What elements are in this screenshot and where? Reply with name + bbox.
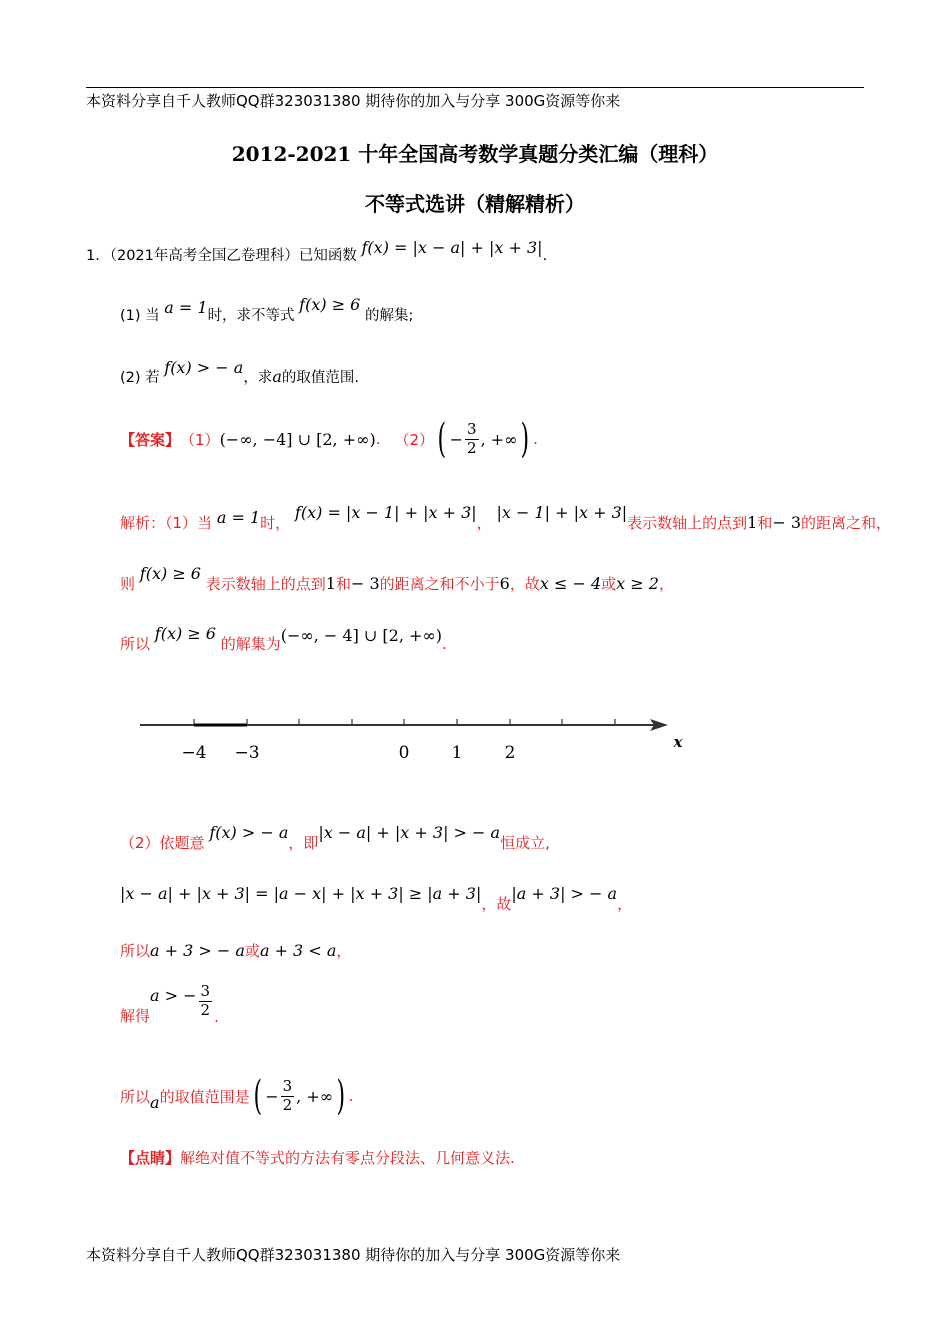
answer-line bbox=[120, 414, 538, 464]
interval-tail: , +∞ bbox=[480, 429, 518, 449]
sol8-mid: 的取值范围是 bbox=[159, 1087, 250, 1106]
minus-sign: − bbox=[449, 429, 464, 449]
problem-statement bbox=[86, 238, 548, 265]
part2-text: ，求 bbox=[243, 370, 273, 386]
part1-inequality: f(x) ≥ 6 bbox=[299, 295, 361, 314]
part2-suffix: 的取值范围. bbox=[281, 370, 359, 386]
sol2-condition-1: x ≤ − 4 bbox=[539, 574, 602, 593]
sol4-expression: f(x) > − a bbox=[209, 823, 289, 842]
sol8-end: . bbox=[348, 1087, 354, 1105]
sol1-and: 和 bbox=[757, 514, 773, 532]
sol7-fraction bbox=[199, 983, 213, 1019]
sol5-end: ， bbox=[617, 895, 633, 913]
period: . bbox=[542, 248, 548, 264]
comment-label: 【点睛】 bbox=[120, 1149, 181, 1167]
solution-line-1 bbox=[120, 503, 892, 533]
sol7-prefix: 解得 bbox=[120, 1007, 151, 1025]
answer-part1-value: (−∞, −4] ∪ [2, +∞) bbox=[219, 429, 376, 449]
sol5-mid: ，故 bbox=[481, 895, 512, 913]
tick-label-neg4: −4 bbox=[181, 743, 207, 763]
fraction bbox=[465, 421, 479, 457]
sol1-point-2: − 3 bbox=[772, 513, 802, 532]
sol1-point-1: 1 bbox=[747, 513, 758, 532]
answer-part1-label: （1） bbox=[180, 430, 220, 449]
function-definition: f(x) = |x − a| + |x + 3| bbox=[361, 238, 543, 257]
solution-line-8 bbox=[120, 1068, 353, 1124]
solution-line-4 bbox=[120, 823, 550, 853]
sol4-end: 恒成立, bbox=[500, 834, 550, 852]
page-header: 本资料分享自千人教师QQ群323031380 期待你的加入与分享 300G资源等你来 bbox=[86, 92, 621, 110]
left-paren-icon: ( bbox=[437, 416, 447, 462]
sol6-expression-2: a + 3 < a bbox=[259, 941, 337, 960]
sol1-expression-2: |x − 1| + |x + 3| bbox=[496, 503, 628, 522]
sol2-so: ，故 bbox=[509, 575, 540, 593]
sol6-expression-1: a + 3 > − a bbox=[150, 941, 245, 960]
solution-line-6 bbox=[120, 940, 351, 961]
numerator: 3 bbox=[200, 982, 211, 1001]
denominator: 2 bbox=[467, 438, 477, 457]
sol2-mid: 的距离之和不小于 bbox=[379, 575, 500, 593]
sol5-expression: |x − a| + |x + 3| = |a − x| + |x + 3| ≥ |a + 3| bbox=[120, 884, 482, 903]
sol2-point-2: − 3 bbox=[350, 574, 380, 593]
sol3-solution-set: (−∞, − 4] ∪ [2, +∞) bbox=[280, 626, 442, 645]
numerator: 3 bbox=[467, 420, 477, 439]
sol2-condition-2: x ≥ 2 bbox=[616, 574, 659, 593]
solution-line-7 bbox=[120, 976, 219, 1026]
sol3-expression: f(x) ≥ 6 bbox=[154, 624, 216, 643]
sol3-mid: 的解集为 bbox=[220, 635, 281, 653]
denominator: 2 bbox=[200, 1000, 211, 1019]
answer-part2-label: （2） bbox=[394, 430, 435, 449]
sol7-end: . bbox=[214, 1008, 219, 1026]
sol1-text: 表示数轴上的点到 bbox=[627, 514, 748, 532]
header-rule bbox=[86, 87, 864, 88]
part2-variable: a bbox=[272, 367, 282, 386]
axis-label-x: x bbox=[673, 733, 683, 751]
problem-number: 1． bbox=[86, 248, 110, 264]
answer-part2-value bbox=[434, 416, 533, 462]
sol2-end: ， bbox=[658, 575, 674, 593]
tick-label-2: 2 bbox=[504, 743, 516, 763]
right-paren-icon: ) bbox=[520, 416, 530, 462]
tick-label-1: 1 bbox=[451, 743, 463, 763]
sol6-prefix: 所以 bbox=[120, 942, 151, 960]
numerator: 3 bbox=[282, 1077, 293, 1096]
tick-label-0: 0 bbox=[398, 743, 410, 763]
solution-line-3 bbox=[120, 624, 447, 654]
sol6-end: ， bbox=[336, 942, 352, 960]
sol3-end: . bbox=[442, 635, 447, 653]
part2-prefix: (2) 若 bbox=[120, 370, 160, 386]
tick-label-neg3: −3 bbox=[234, 743, 260, 763]
fraction bbox=[281, 1078, 295, 1114]
page-title: 2012-2021 十年全国高考数学真题分类汇编（理科） bbox=[231, 142, 719, 166]
part1-prefix: (1) 当 bbox=[120, 308, 160, 324]
solution-line-5 bbox=[120, 883, 633, 913]
left-paren-icon: ( bbox=[253, 1073, 262, 1119]
sol2-point-1: 1 bbox=[325, 574, 336, 593]
solution-line-2 bbox=[120, 564, 674, 594]
sol1-comma: ， bbox=[476, 514, 492, 532]
sol8-interval bbox=[250, 1073, 349, 1119]
sol1-expression: f(x) = |x − 1| + |x + 3| bbox=[294, 503, 477, 522]
sol1-when: 时， bbox=[260, 514, 291, 532]
comment-text: 解绝对值不等式的方法有零点分段法、几何意义法. bbox=[180, 1149, 515, 1167]
number-line bbox=[130, 705, 700, 775]
sol8-variable: a bbox=[150, 1092, 160, 1112]
sol3-prefix: 所以 bbox=[120, 635, 151, 653]
page-footer: 本资料分享自千人教师QQ群323031380 期待你的加入与分享 300G资源等你来 bbox=[86, 1246, 621, 1264]
page-subtitle: 不等式选讲（精解精析） bbox=[365, 192, 585, 216]
sol2-prefix: 则 bbox=[120, 575, 136, 593]
sol1-end: 的距离之和， bbox=[801, 514, 892, 532]
sol2-expression: f(x) ≥ 6 bbox=[139, 564, 201, 583]
minus-sign: − bbox=[265, 1086, 279, 1106]
sol4-prefix: （2）依题意 bbox=[120, 834, 205, 852]
comment-line bbox=[120, 1147, 515, 1168]
part2-inequality: f(x) > − a bbox=[164, 358, 244, 377]
sol6-or: 或 bbox=[244, 942, 260, 960]
part1-text: 时，求不等式 bbox=[207, 308, 295, 324]
problem-part-2 bbox=[120, 358, 359, 387]
interval-tail: , +∞ bbox=[296, 1086, 334, 1106]
sol1-prefix: 解析：（1）当 bbox=[120, 514, 213, 532]
sol1-condition: a = 1 bbox=[216, 508, 261, 527]
answer-separator: . bbox=[375, 430, 381, 448]
part1-condition: a = 1 bbox=[164, 298, 208, 317]
denominator: 2 bbox=[282, 1095, 293, 1114]
sol8-prefix: 所以 bbox=[120, 1087, 151, 1106]
sol2-value: 6 bbox=[499, 574, 510, 593]
sol2-and: 和 bbox=[335, 575, 351, 593]
sol2-or: 或 bbox=[601, 575, 617, 593]
answer-end: . bbox=[533, 430, 538, 448]
sol4-expression-2: |x − a| + |x + 3| > − a bbox=[318, 823, 501, 842]
sol7-lhs: a > − bbox=[150, 985, 197, 1005]
right-paren-icon: ) bbox=[336, 1073, 346, 1119]
sol5-expression-2: |a + 3| > − a bbox=[511, 884, 618, 903]
answer-label: 【答案】 bbox=[120, 430, 181, 449]
part1-suffix: 的解集; bbox=[364, 308, 414, 324]
problem-source: （2021年高考全国乙卷理科）已知函数 bbox=[109, 248, 357, 264]
sol4-mid: ，即 bbox=[288, 834, 319, 852]
sol2-text: 表示数轴上的点到 bbox=[205, 575, 326, 593]
problem-part-1 bbox=[120, 295, 414, 325]
